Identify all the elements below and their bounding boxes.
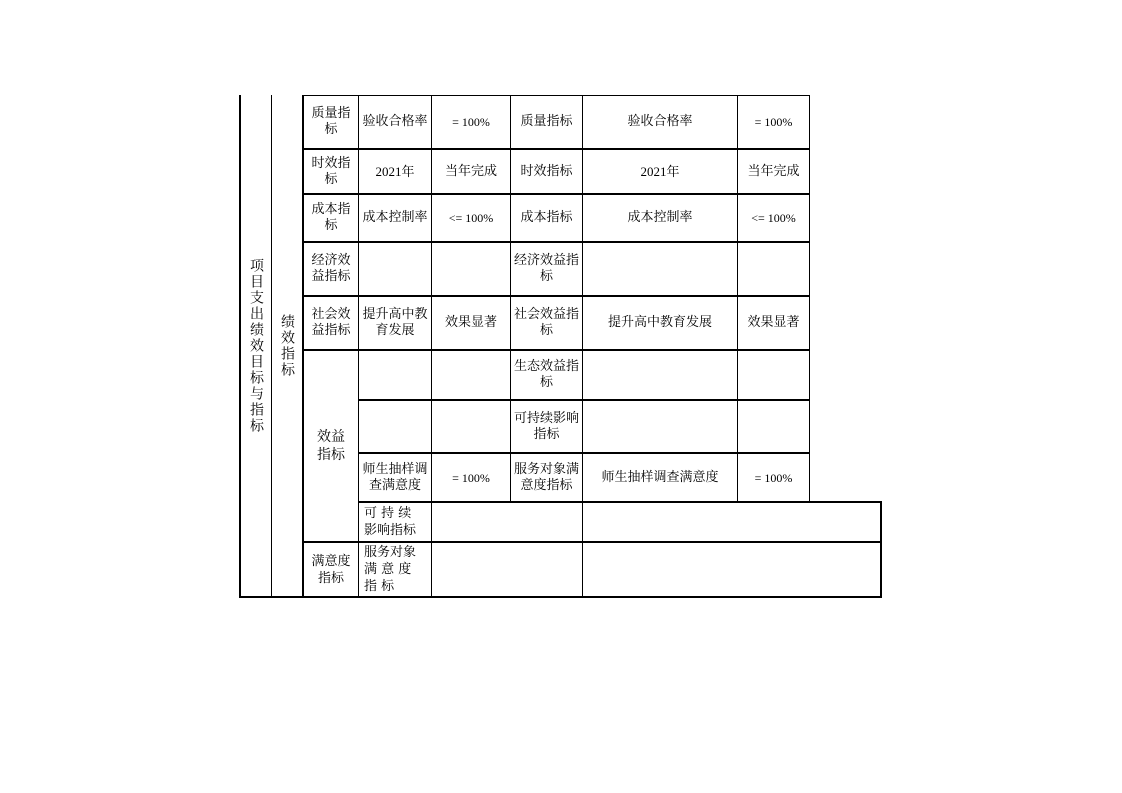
cell-text: 可 持 续 影响指标 [364, 506, 417, 538]
table-cell [304, 243, 358, 295]
cell-text: 质量指标 [311, 106, 351, 137]
table-cell [511, 454, 582, 501]
table-cell [583, 243, 737, 295]
benefit-indicator-text: 效益指标 [317, 429, 345, 463]
table-cell: = 100% [754, 115, 793, 129]
table-cell: <= 100% [751, 211, 796, 225]
table-cell: 成本指标 [520, 210, 573, 225]
table-cell: 成本控制率 [362, 210, 428, 225]
table-cell [738, 243, 809, 295]
table-cell: 质量指标 [520, 114, 573, 129]
table-cell: 验收合格率 [627, 114, 693, 129]
table-cell: 当年完成 [444, 163, 497, 179]
table-cell: 效果显著 [747, 315, 800, 330]
cell-text: 可持续影响指标 [513, 410, 579, 442]
table-cell [511, 297, 582, 349]
table-cell [511, 351, 582, 399]
table-cell: 提升高中教育发展 [607, 315, 712, 330]
table-cell [738, 401, 809, 452]
table-border-bottom [239, 596, 882, 598]
table-cell: 成本控制率 [627, 210, 693, 225]
sustain-label-cell [359, 503, 431, 541]
table-cell [359, 243, 431, 295]
table-cell [304, 96, 358, 148]
service-label-cell [359, 543, 431, 596]
table-cell: 时效指标 [520, 163, 573, 179]
table-cell [432, 351, 510, 399]
table-cell [359, 297, 431, 349]
table-cell [432, 243, 510, 295]
grid-line [809, 95, 810, 503]
table-cell [304, 195, 358, 241]
table-cell: <= 100% [448, 211, 494, 225]
table-cell: 当年完成 [747, 163, 800, 179]
inner-section-label: 绩效指标 [279, 313, 295, 378]
table-cell [583, 351, 737, 399]
cell-text: 成本指标 [311, 202, 351, 233]
cell-text: 社会效益指标 [311, 307, 351, 338]
table-cell [511, 401, 582, 452]
table-cell [432, 401, 510, 452]
benefit-indicator-label [304, 351, 358, 541]
cell-text: 经济效益指标 [311, 253, 351, 284]
table-cell: = 100% [452, 470, 490, 485]
cell-text: 服务对象满意度指标 [513, 461, 579, 493]
table-cell [738, 351, 809, 399]
table-cell [583, 401, 737, 452]
table-cell [359, 351, 431, 399]
table-cell: = 100% [452, 115, 490, 129]
cell-text: 服务对象 满 意 度 指 标 [364, 545, 417, 594]
table-cell: 效果显著 [444, 315, 497, 330]
table-cell: = 100% [754, 470, 793, 485]
table-cell [511, 243, 582, 295]
table-cell [359, 454, 431, 501]
grid-line [358, 501, 882, 503]
satisfaction-indicator-text: 满意度指标 [311, 553, 351, 586]
table-cell: 验收合格率 [362, 114, 428, 129]
table-cell: 师生抽样调查满意度 [601, 469, 719, 485]
table-cell [304, 297, 358, 349]
table-cell [359, 401, 431, 452]
cell-text: 师生抽样调查满意度 [362, 461, 428, 493]
table-cell [304, 150, 358, 193]
cell-text: 经济效益指标 [513, 253, 579, 284]
table-border-right [880, 502, 882, 598]
cell-text: 生态效益指标 [513, 359, 579, 390]
cell-text: 时效指标 [311, 155, 351, 187]
cell-text: 提升高中教育发展 [362, 307, 428, 338]
table-cell: 2021年 [640, 163, 680, 179]
table-cell: 2021年 [375, 163, 415, 179]
outer-section-label: 项目支出绩效目标与指标 [248, 257, 264, 434]
satisfaction-indicator-label [304, 543, 358, 596]
cell-text: 社会效益指标 [513, 307, 579, 338]
